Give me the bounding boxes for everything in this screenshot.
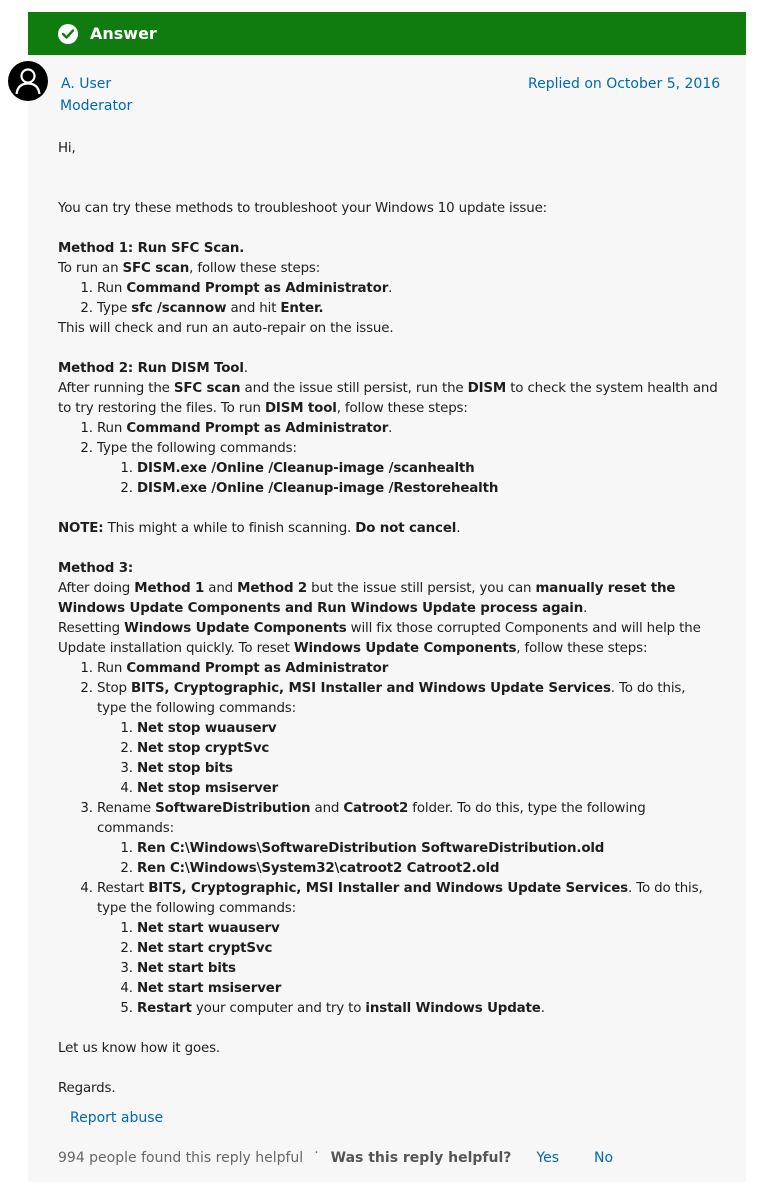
reply-body: Hi, You can try these methods to troubleshoot your Windows 10 update issue: Method 1: Run SFC Scan. To run an SFC scan, follow these steps: 1. Run Command Prompt as Administrator. 2. Type sfc /scannow and hit Enter. This will check and run an auto-repair on the issue. Method 2: Run DISM Tool. After running the SFC scan and the issue still persist, run the DISM to check the system health and to try restoring the files. To run DISM tool, follow these steps: 1. Run Command Prompt as Administrator. 2. Type the following commands: 1. DISM.exe /Online /Cleanup-image /scanhealth 2. DISM.exe /Online /Cleanup-image /Restorehealth NOTE: This might a while to finish scanning. Do not cancel. Method 3: After doing Method 1 and Method 2 but the issue still persist, you can manually reset the Windows Update Components and Run Windows Update process again. Resetting Windows Update Components will fix those corrupted Components and will help the Update installation quickly. To reset Windows Update Components, follow these steps: 1. Run Command Prompt as Administrator 2. Stop BITS, Cryptographic, MSI Installer and Windows Update Services. To do this, type the following commands: 1. Net stop wuauserv 2. Net stop cryptSvc 3. Net stop bits 4. Net stop msiserver 3. Rename SoftwareDistribution and Catroot2 folder. To do this, type the following commands: 1. Ren C:\Windows\SoftwareDistribution SoftwareDistribution.old 2. Ren C:\Windows\System32\catroot2 Catroot2.old 4. Restart BITS, Cryptographic, MSI Installer and Windows Update Services. To do this, type the following commands: 1. Net start wuauserv 2. Net start cryptSvc 3. Net start bits 4. Net start msiserver 5. Restart your computer and try to install Windows Update. Let us know how it goes. Regards. (58, 139, 718, 1099)
regards: Regards. (58, 1081, 116, 1096)
method1-lead: To run an SFC scan, follow these steps: (58, 261, 321, 276)
method2-paragraph: After running the SFC scan and the issue still persist, run the DISM to check the system health and to try restoring the files. To run DISM tool, follow these steps: (58, 381, 718, 416)
list-item: 4. Net stop msiserver (137, 779, 718, 799)
method3-steps (58, 659, 718, 1019)
avatar-icon[interactable] (8, 61, 48, 101)
list-item: 2. Stop BITS, Cryptographic, MSI Installer and Windows Update Services. To do this, type the following commands: 1. Net stop wuauserv 2. Net stop cryptSvc 3. Net stop bits 4. Net stop msiserver (97, 679, 718, 799)
list-item: 2. Type sfc /scannow and hit Enter. (97, 299, 718, 319)
method3-paragraph-2: Resetting Windows Update Components will fix those corrupted Components and will help the Update installation quickly. To reset Windows Update Components, follow these steps: (58, 621, 701, 656)
list-item: 1. Ren C:\Windows\SoftwareDistribution SoftwareDistribution.old (137, 839, 718, 859)
helpful-count: 994 people found this reply helpful (58, 1150, 304, 1166)
list-item: 1. Net start wuauserv (137, 919, 718, 939)
list-item: 1. Net stop wuauserv (137, 719, 718, 739)
replied-date: Replied on October 5, 2016 (528, 76, 721, 92)
report-abuse-link[interactable]: Report abuse (70, 1110, 164, 1126)
author-role: Moderator (60, 98, 133, 114)
list-item: 2. Ren C:\Windows\System32\catroot2 Catroot2.old (137, 859, 718, 879)
author-name[interactable]: A. User (61, 76, 112, 92)
list-item: 3. Net stop bits (137, 759, 718, 779)
list-item: 3. Rename SoftwareDistribution and Catroot2 folder. To do this, type the following commands: 1. Ren C:\Windows\SoftwareDistribution SoftwareDistribution.old 2. Ren C:\Windows\System32\catroot2 Catroot2.old (97, 799, 718, 879)
list-item: 1. Run Command Prompt as Administrator. (97, 419, 718, 439)
method2-steps (58, 419, 718, 499)
checkmark-icon (58, 24, 78, 44)
list-item: 2. Net stop cryptSvc (137, 739, 718, 759)
method3-title: Method 3: (58, 561, 134, 576)
list-item: 4. Restart BITS, Cryptographic, MSI Installer and Windows Update Services. To do this, type the following commands: 1. Net start wuauserv 2. Net start cryptSvc 3. Net start bits 4. Net start msiserver 5. Restart your computer and try to install Windows Update. (97, 879, 718, 1019)
method3-paragraph-1: After doing Method 1 and Method 2 but the issue still persist, you can manually reset the Windows Update Components and Run Windows Update process again. (58, 581, 676, 616)
method1-title: Method 1: Run SFC Scan. (58, 241, 245, 256)
method1-result: This will check and run an auto-repair on the issue. (58, 321, 394, 336)
list-item: 3. Net start bits (137, 959, 718, 979)
greeting: Hi, (58, 141, 76, 156)
list-item: 1. Run Command Prompt as Administrator. (97, 279, 718, 299)
helpful-footer (58, 1145, 614, 1166)
yes-button[interactable]: Yes (536, 1150, 559, 1166)
intro-text: You can try these methods to troubleshoot your Windows 10 update issue: (58, 201, 548, 216)
list-item: 2. Type the following commands: 1. DISM.exe /Online /Cleanup-image /scanhealth 2. DISM.exe /Online /Cleanup-image /Restorehealth (97, 439, 718, 499)
list-item: 4. Net start msiserver (137, 979, 718, 999)
no-button[interactable]: No (594, 1150, 614, 1166)
list-item: 2. DISM.exe /Online /Cleanup-image /Restorehealth (137, 479, 718, 499)
separator: · (314, 1145, 319, 1161)
helpful-question: Was this reply helpful? (330, 1150, 512, 1166)
closing: Let us know how it goes. (58, 1041, 221, 1056)
list-item: 1. DISM.exe /Online /Cleanup-image /scanhealth (137, 459, 718, 479)
list-item: 5. Restart your computer and try to install Windows Update. (137, 999, 718, 1019)
answer-label: Answer (90, 24, 157, 43)
answer-banner (28, 12, 746, 55)
note: NOTE: This might a while to finish scanning. Do not cancel. (58, 521, 461, 536)
method2-title: Method 2: Run DISM Tool (58, 361, 244, 376)
list-item: 2. Net start cryptSvc (137, 939, 718, 959)
method1-steps (58, 279, 718, 319)
list-item: 1. Run Command Prompt as Administrator (97, 659, 718, 679)
